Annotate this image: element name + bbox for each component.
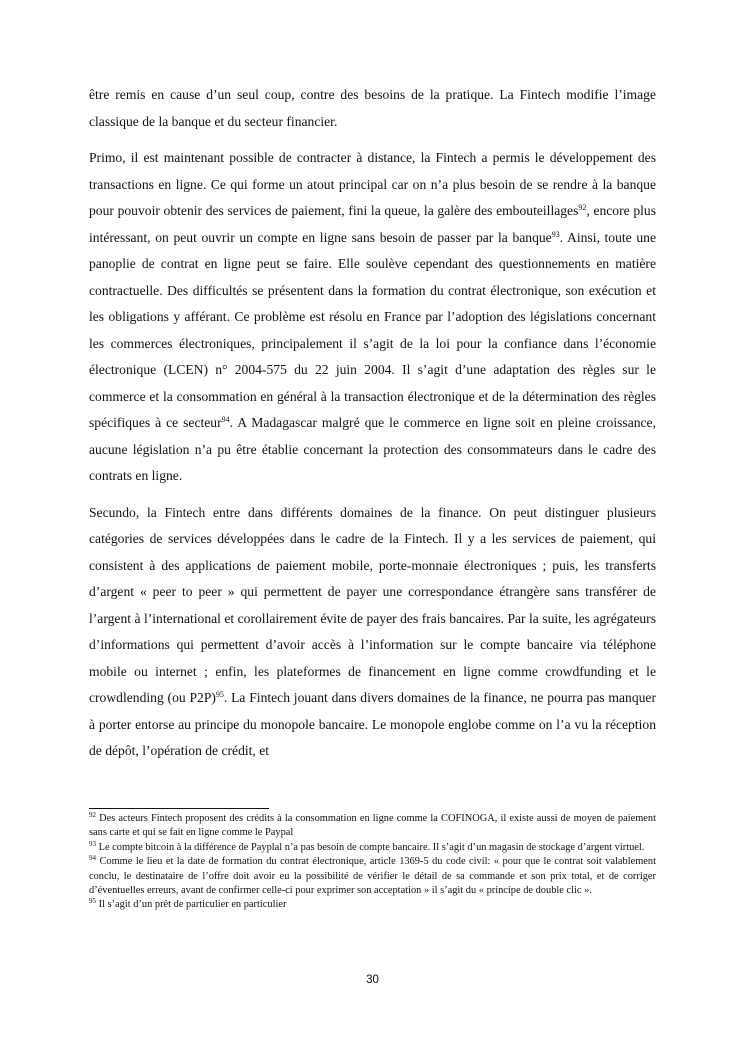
body-text	[89, 82, 656, 775]
paragraph-text: . La Fintech jouant dans divers domaines de la finance, ne pourra pas manquer à porter entorse au principe du monopole bancaire. Le monopole englobe comme on l’a vu la réception de dépôt, l’opération de crédit, et	[89, 690, 656, 758]
footnote-number: 94	[89, 854, 96, 863]
footnote-number: 95	[89, 897, 96, 906]
paragraph-text: . Ainsi, toute une panoplie de contrat en ligne peut se faire. Elle soulève cependant des questionnements en matière contractuelle. Des difficultés se présentent dans la formation du contrat électronique, son exécution et les obligations y afférant. Ce problème est résolu en France par l’adoption des législations concernant les commerces électroniques, principalement il s’agit de la loi pour la confiance dans l’économie électronique (LCEN) n° 2004-575 du 22 juin 2004. Il s’agit d’une adaptation des règles sur le commerce et la consommation en général à la transaction électronique et de la détermination des règles spécifiques à ce secteur	[89, 229, 656, 430]
footnote	[89, 841, 656, 855]
footnote-number: 93	[89, 839, 96, 848]
paragraph-text: , encore plus intéressant, on peut ouvrir un compte en ligne sans besoin de passer par la banque	[89, 203, 657, 245]
paragraph-text: Primo, il est maintenant possible de contracter à distance, la Fintech a permis le développement des transactions en ligne. Ce qui forme un atout principal car on n’a plus besoin de se rendre à la banque pour pouvoir obtenir des services de paiement, fini la queue, la galère des embouteillages	[89, 150, 656, 218]
paragraph-text: Secundo, la Fintech entre dans différents domaines de la finance. On peut distinguer plusieurs catégories de services développées dans le cadre de la Fintech. Il y a les services de paiement, qui consistent à des applications de paiement mobile, porte-monnaie électroniques ; puis, les transferts d’argent « peer to peer » qui permettent de payer une correspondance étrangère sans transférer de l’argent à l’international et corollairement évite de payer des frais bancaires. Par la suite, les agrégateurs d’informations qui permettent d’avoir accès à l’information sur le compte bancaire via téléphone mobile ou internet ; enfin, les plateformes de financement en ligne comme crowdfunding et le crowdlending (ou P2P)	[89, 504, 656, 705]
footnote	[89, 812, 656, 841]
footnote-ref-95[interactable]: 95	[215, 690, 224, 699]
paragraph	[89, 500, 656, 765]
footnote-ref-94[interactable]: 94	[221, 415, 230, 424]
footnote-text: Comme le lieu et la date de formation du contrat électronique, article 1369-5 du code civil: « pour que le contrat soit valablement conclu, le destinataire de l’offre doit avoir eu la possibilité de vérifier le détail de sa commande et son prix total, et de corriger d’éventuelles erreurs, avant de confirmer celle-ci pour exprimer son acceptation » il s’agit du « principe de double clic ».	[89, 856, 656, 897]
footnote-text: Des acteurs Fintech proposent des crédits à la consommation en ligne comme la COFINOGA, il existe aussi de moyen de paiement sans carte et qui se fait en ligne comme le Paypal	[89, 813, 656, 839]
footnote	[89, 855, 656, 898]
page-number: 30	[366, 974, 379, 986]
footnote	[89, 898, 656, 912]
paragraph	[89, 145, 656, 490]
footnote-ref-93[interactable]: 93	[551, 229, 560, 239]
footnote-ref-92[interactable]: 92	[578, 203, 587, 212]
footnote-separator	[89, 808, 269, 809]
paragraph-text: être remis en cause d’un seul coup, contre des besoins de la pratique. La Fintech modifie l’image classique de la banque et du secteur financier.	[89, 87, 656, 129]
footnote-text: Il s’agit d’un prêt de particulier en particulier	[96, 899, 287, 911]
paragraph-text: . A Madagascar malgré que le commerce en ligne soit en pleine croissance, aucune législation n’a pu être établie concernant la protection des consommateurs dans le cadre des contrats en ligne.	[89, 415, 656, 483]
paragraph	[89, 82, 656, 135]
footnote-text: Le compte bitcoin à la différence de Payplal n’a pas besoin de compte bancaire. Il s’agit d’un magasin de stockage d’argent virtuel.	[96, 841, 645, 853]
footnotes	[89, 812, 656, 913]
footnote-number: 92	[89, 811, 96, 819]
